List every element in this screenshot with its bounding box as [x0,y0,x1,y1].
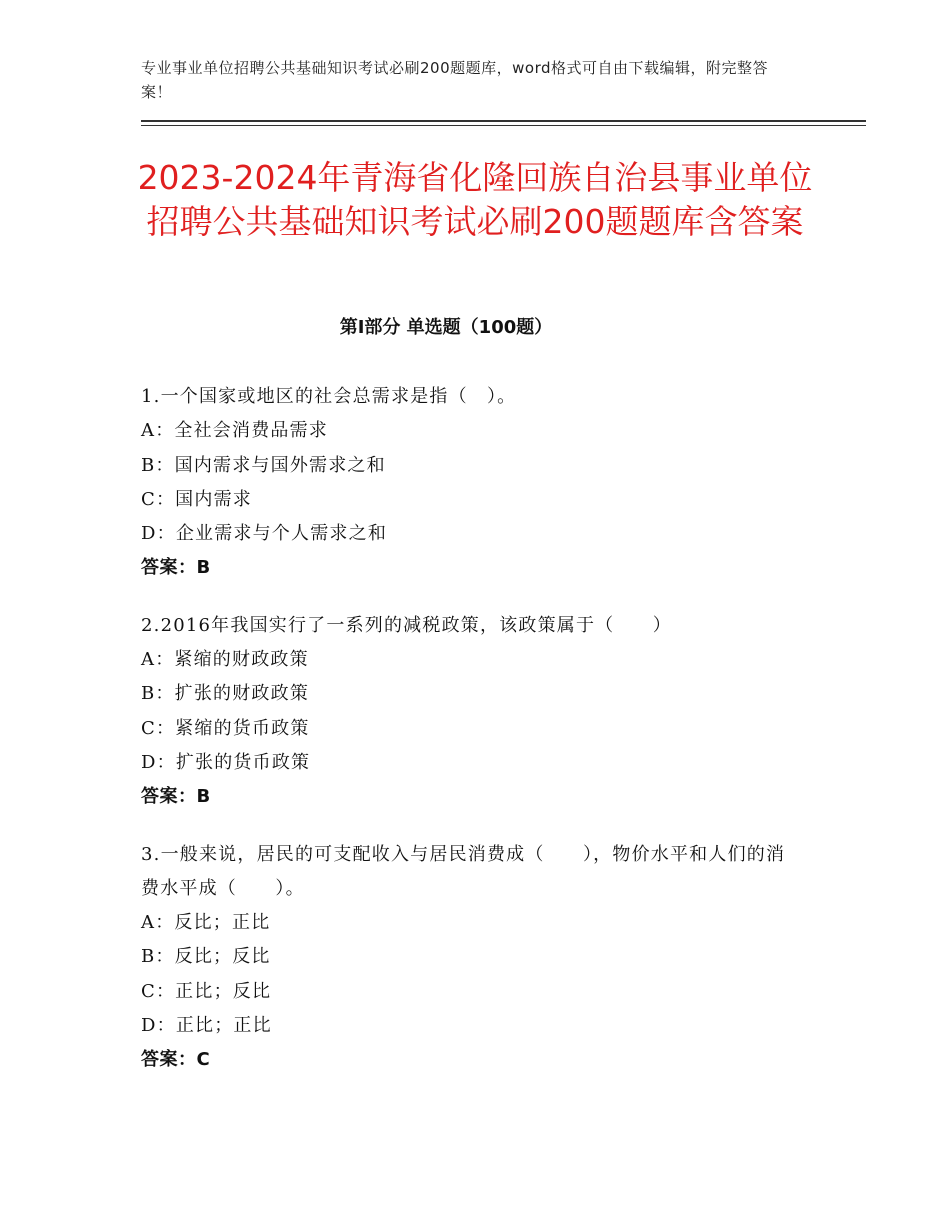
answer: 答案：B [141,786,211,808]
option-a: A：反比；正比 [141,912,271,934]
option-b: B：国内需求与国外需求之和 [141,454,386,476]
answer: 答案：C [141,1049,211,1071]
option-b: B：反比；反比 [141,946,271,968]
option-d: D：扩张的货币政策 [141,751,311,773]
option-b: B：扩张的财政政策 [141,683,310,705]
header-note: 专业事业单位招聘公共基础知识考试必刷200题题库，word格式可自由下载编辑，附完整答案！ [141,59,769,101]
question-3 [141,838,801,1078]
option-a: A：全社会消费品需求 [141,420,328,442]
header-rule-thin [141,125,866,126]
option-d: D：正比；正比 [141,1015,272,1037]
document-title: 2023-2024年青海省化隆回族自治县事业单位招聘公共基础知识考试必刷200题题库含答案 [137,158,813,241]
question-stem: 2.2016年我国实行了一系列的减税政策，该政策属于（ ） [141,614,672,636]
header-rule-thick [141,120,866,122]
question-list [141,380,801,1101]
option-a: A：紧缩的财政政策 [141,649,309,671]
option-d: D：企业需求与个人需求之和 [141,523,388,545]
question-stem: 3.一般来说，居民的可支配收入与居民消费成（ ），物价水平和人们的消费水平成（ ）。 [141,843,786,899]
option-c: C：国内需求 [141,488,252,510]
option-c: C：紧缩的货币政策 [141,717,310,739]
option-c: C：正比；反比 [141,980,272,1002]
question-1 [141,380,801,586]
question-2 [141,609,801,815]
section-title: 第Ⅰ部分 单选题（100题） [339,317,553,338]
question-stem: 1.一个国家或地区的社会总需求是指（ ）。 [141,386,517,407]
answer: 答案：B [141,557,211,579]
